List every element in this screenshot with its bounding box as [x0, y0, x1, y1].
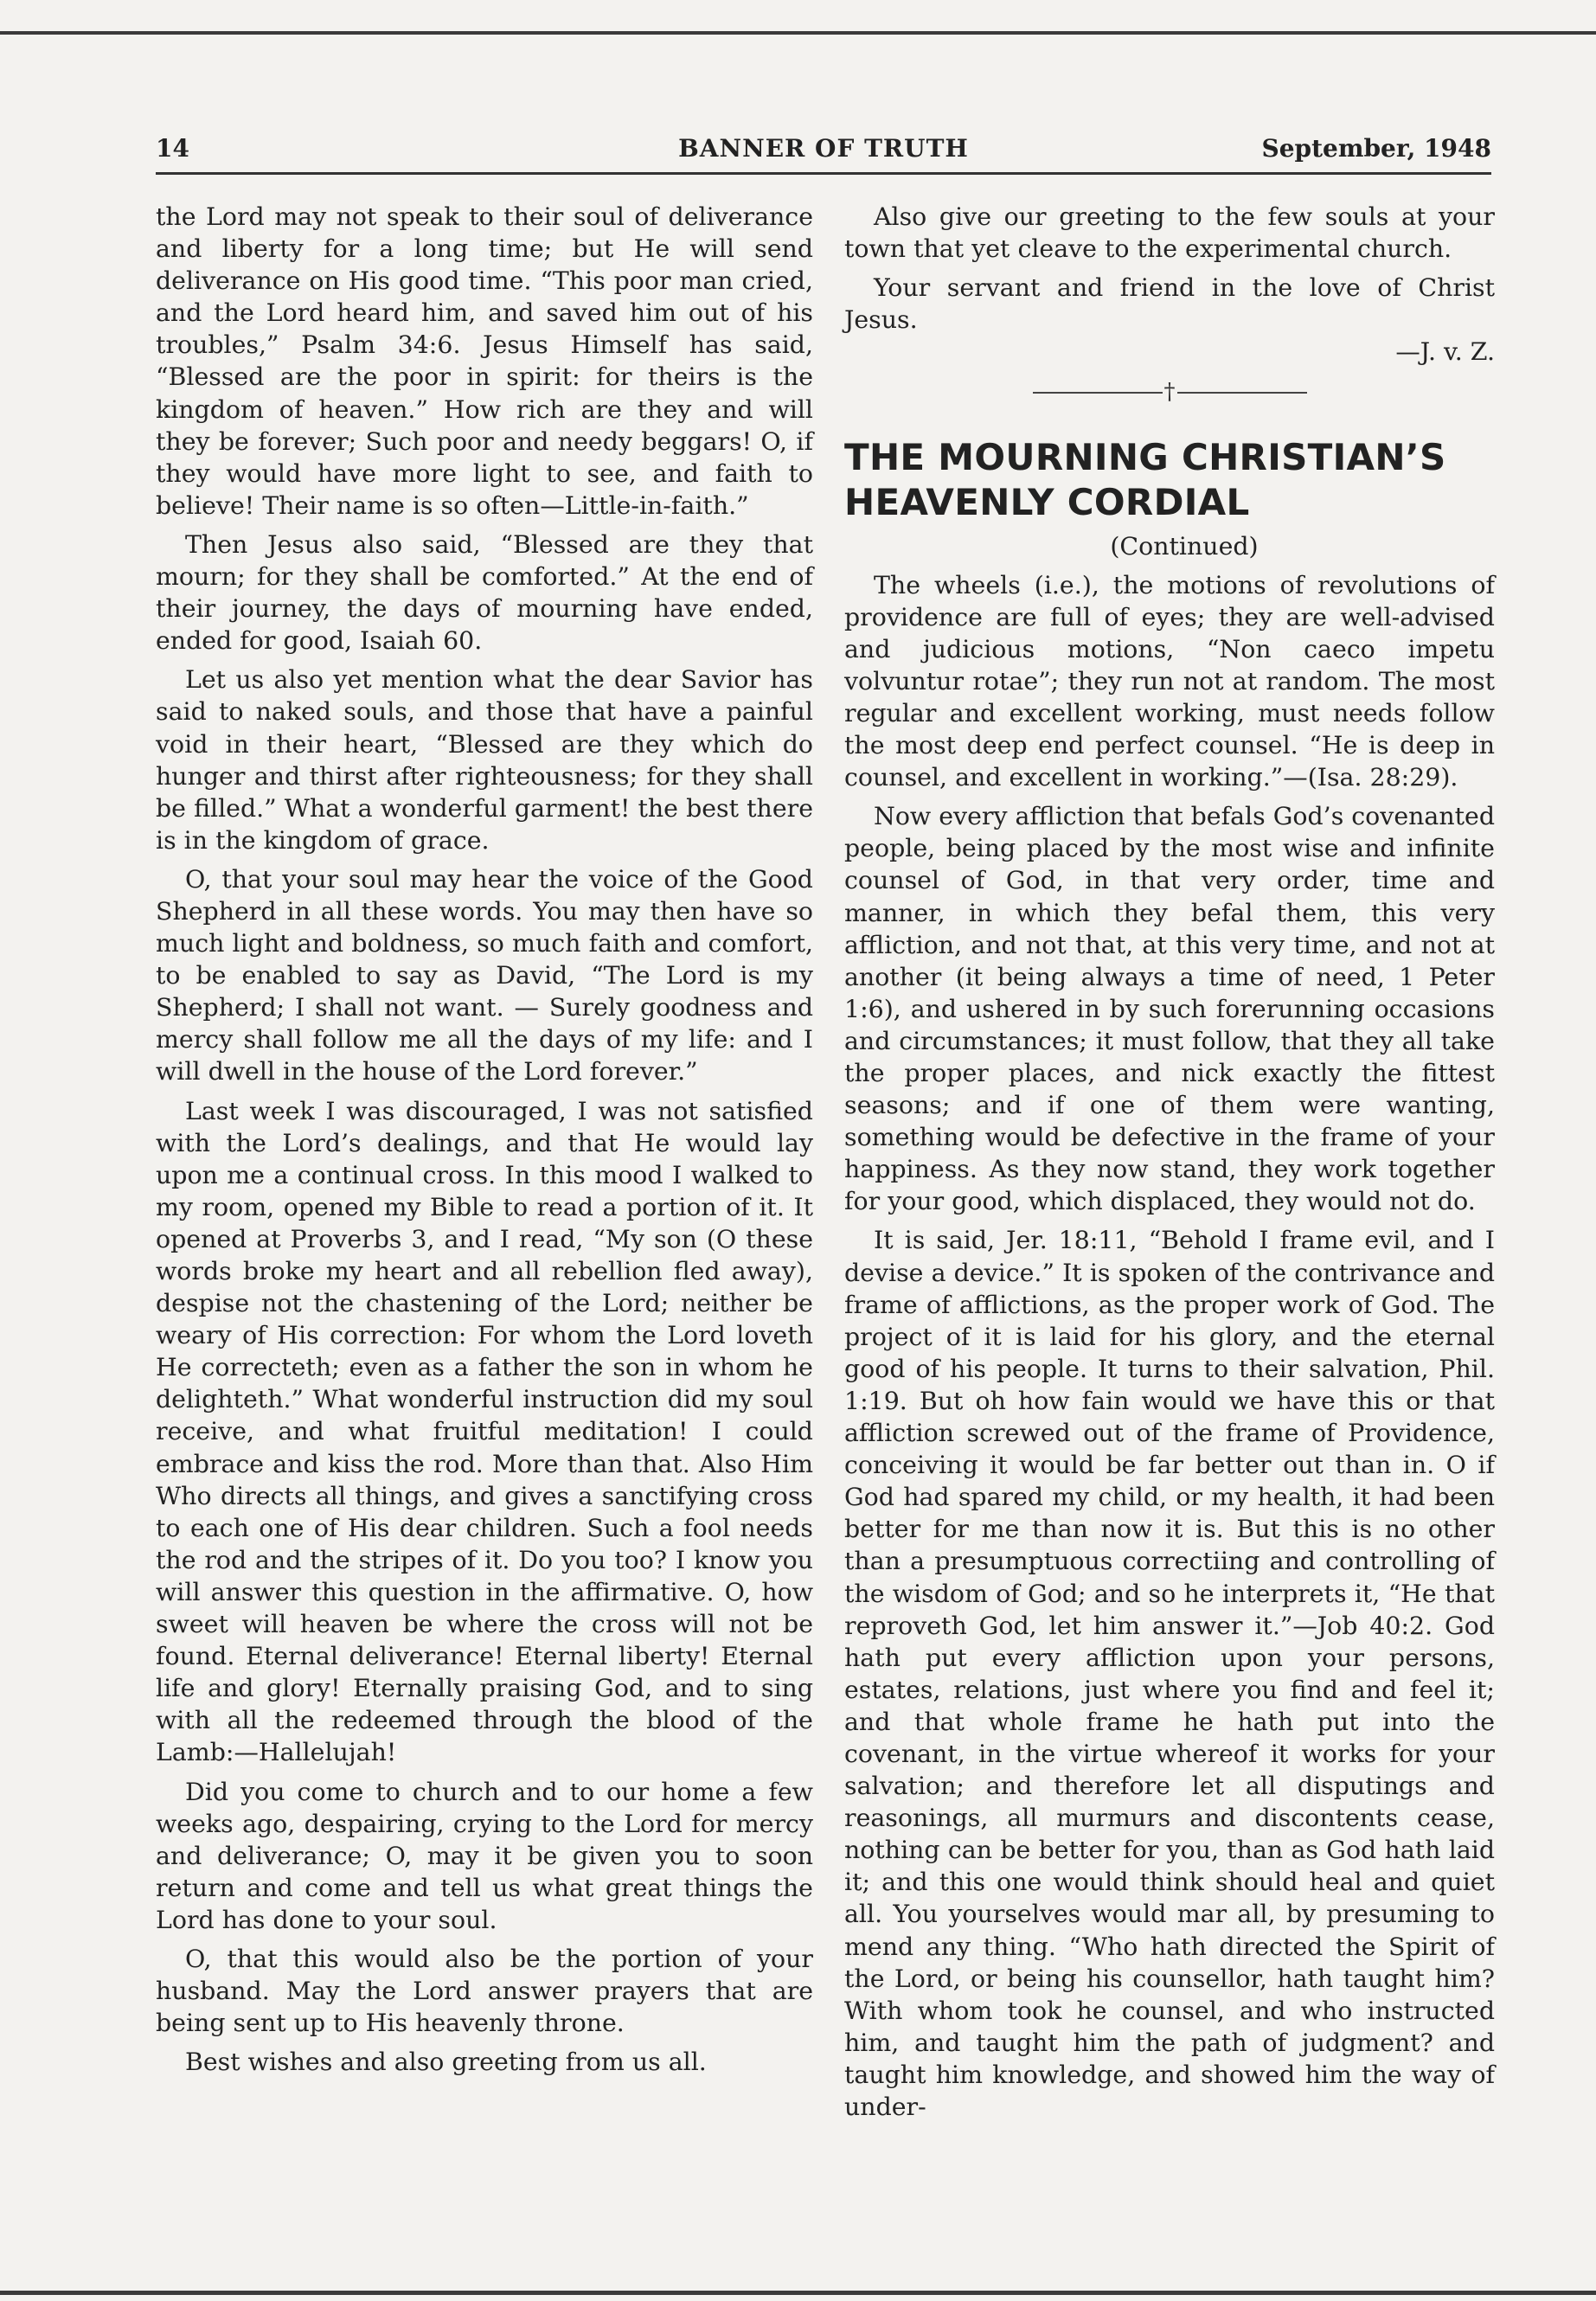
- article-title: THE MOURNING CHRISTIAN’S HEAVENLY CORDIAL: [844, 435, 1446, 523]
- paragraph: Best wishes and also greeting from us all.: [185, 2048, 707, 2077]
- paragraph: Did you come to church and to our home a few weeks ago, despairing, crying to the Lord for mercy and deliverance; O, may it be given you to soon return and come and tell us what great things the Lord has done to your soul.: [156, 1777, 813, 1934]
- article-subtitle: (Continued): [1110, 531, 1259, 561]
- left-column: [156, 201, 813, 2085]
- page-edge-top: [0, 31, 1596, 35]
- paragraph: Let us also yet mention what the dear Savior has said to naked souls, and those that have a painful void in their heart, “Blessed are they which do hunger and thirst after righteousness; for they shall be filled.” What a wonderful garment! the best there is in the kingdom of grace.: [156, 665, 813, 855]
- divider-line-left: [1033, 392, 1163, 394]
- paragraph: It is said, Jer. 18:11, “Behold I frame evil, and I devise a device.” It is spoken of the contrivance and frame of afflictions, as the proper work of God. The project of it is laid for his glory, and the eternal good of his people. It turns to their salvation, Phil. 1:19. But oh how fain would we have this or that affliction screwed out of the frame of Providence, conceiving it would be far better out than in. O if God had spared my child, or my health, it had been better for me than now it is. But this is no other than a presumptuous correctiing and controlling of the wisdom of God; and so he interprets it, “He that reproveth God, let him answer it.”—Job 40:2. God hath put every affliction upon your persons, estates, relations, just where you find and feel it; and that whole frame he hath put into the covenant, in the virtue whereof it works for your salvation; and therefore let all disputings and reasonings, all murmurs and discontents cease, nothing can be better for you, than as God hath laid it; and this one would think should heal and quiet all. You yourselves would mar all, by presuming to mend any thing. “Who hath directed the Spirit of the Lord, or being his counsellor, hath taught him? With whom took he counsel, and who instructed him, and taught him the path of judgment? and taught him knowledge, and showed him the way of under-: [844, 1226, 1495, 2122]
- publication-title: BANNER OF TRUTH: [678, 134, 969, 163]
- paragraph: The wheels (i.e.), the motions of revolutions of providence are full of eyes; they are well-advised and judicious motions, “Non caeco impetu volvuntur rotae”; they run not at random. The most regular and excellent working, must needs follow the most deep end perfect counsel. “He is deep in counsel, and excellent in working.”—(Isa. 28:29).: [844, 570, 1495, 792]
- section-divider: [844, 375, 1495, 408]
- issue-date: September, 1948: [1261, 134, 1491, 163]
- letter-closing: Your servant and friend in the love of Christ Jesus.: [844, 273, 1495, 335]
- paragraph: Last week I was discouraged, I was not satisfied with the Lord’s dealings, and that He would lay upon me a continual cross. In this mood I walked to my room, opened my Bible to read a portion of it. It opened at Proverbs 3, and I read, “My son (O these words broke my heart and all rebellion fled away), despise not the chastening of the Lord; neither be weary of His correction: For whom the Lord loveth He correcteth; even as a father the son in whom he delighteth.” What wonderful instruction did my soul receive, and what fruitful meditation! I could embrace and kiss the rod. More than that. Also Him Who directs all things, and gives a sanctifying cross to each one of His dear children. Such a fool needs the rod and the stripes of it. Do you too? I know you will answer this question in the affirmative. O, how sweet will heaven be where the cross will not be found. Eternal deliverance! Eternal liberty! Eternal life and glory! Eternally praising God, and to sing with all the redeemed through the blood of the Lamb:—Hallelujah!: [156, 1096, 813, 1767]
- divider-line-right: [1177, 392, 1307, 394]
- paragraph: Then Jesus also said, “Blessed are they that mourn; for they shall be comforted.” At the end of their journey, the days of mourning have ended, ended for good, Isaiah 60.: [156, 529, 813, 656]
- cross-icon: †: [1163, 379, 1176, 406]
- page-edge-bottom: [0, 2291, 1596, 2295]
- letter-closing: Also give our greeting to the few souls at your town that yet cleave to the experimental church.: [844, 202, 1495, 264]
- paragraph: the Lord may not speak to their soul of deliverance and liberty for a long time; but He will send deliverance on His good time. “This poor man cried, and the Lord heard him, and saved him out of his troubles,” Psalm 34:6. Jesus Himself has said, “Blessed are the poor in spirit: for theirs is the kingdom of heaven.” How rich are they and will they be forever; Such poor and needy beggars! O, if they would have more light to see, and faith to believe! Their name is so often—Little-in-faith.”: [156, 202, 813, 520]
- paragraph: O, that this would also be the portion of your husband. May the Lord answer prayers that are being sent up to His heavenly throne.: [156, 1944, 813, 2038]
- paragraph: O, that your soul may hear the voice of the Good Shepherd in all these words. You may then have so much light and boldness, so much faith and comfort, to be enabled to say as David, “The Lord is my Shepherd; I shall not want. — Surely goodness and mercy shall follow me all the days of my life: and I will dwell in the house of the Lord forever.”: [156, 864, 813, 1086]
- right-column: [844, 201, 1495, 2130]
- page-number: 14: [156, 134, 189, 163]
- page-header: [156, 134, 1491, 174]
- header-rule: [156, 172, 1491, 175]
- paragraph: Now every affliction that befals God’s covenanted people, being placed by the most wise and infinite counsel of God, in that very order, time and manner, in which they befal them, this very affliction, and not that, at this very time, and not at another (it being always a time of need, 1 Peter 1:6), and ushered in by such forerunning occasions and circumstances; it must follow, that they all take the proper places, and nick exactly the fittest seasons; and if one of them were wanting, something would be defective in the frame of your happiness. As they now stand, they work together for your good, which displaced, they would not do.: [844, 802, 1496, 1216]
- signature: —J. v. Z.: [1395, 337, 1495, 367]
